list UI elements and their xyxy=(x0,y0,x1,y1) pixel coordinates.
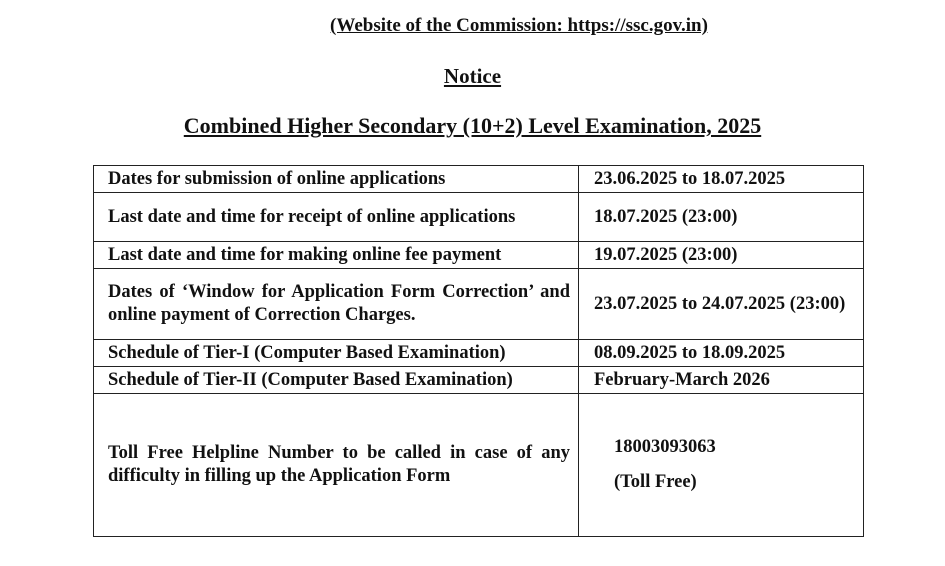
notice-heading: Notice xyxy=(443,64,502,88)
row-label: Last date and time for receipt of online applications xyxy=(94,193,579,242)
row-value: 23.07.2025 to 24.07.2025 (23:00) xyxy=(579,269,864,340)
row-label: Schedule of Tier-I (Computer Based Examination) xyxy=(94,340,579,367)
row-value: February-March 2026 xyxy=(579,367,864,394)
row-label: Schedule of Tier-II (Computer Based Examination) xyxy=(94,367,579,394)
helpline-label-text: Toll Free Helpline Number to be called in case of any difficulty in filling up the Application Form xyxy=(108,443,570,486)
helpline-row xyxy=(94,394,864,537)
row-label: Dates of ‘Window for Application Form Correction’ and online payment of Correction Charges. xyxy=(94,269,579,340)
row-label: Last date and time for making online fee payment xyxy=(94,242,579,269)
table-row xyxy=(94,367,864,394)
exam-title: Combined Higher Secondary (10+2) Level Examination, 2025 xyxy=(183,113,762,138)
helpline-label xyxy=(94,394,579,537)
table-row xyxy=(94,340,864,367)
table-row xyxy=(94,269,864,340)
helpline-number: 18003093063 xyxy=(614,437,716,457)
row-value: 08.09.2025 to 18.09.2025 xyxy=(579,340,864,367)
helpline-note: (Toll Free) xyxy=(614,472,697,492)
row-value: 19.07.2025 (23:00) xyxy=(579,242,864,269)
commission-website: (Website of the Commission: https://ssc.gov.in) xyxy=(330,15,708,36)
row-label: Dates for submission of online applications xyxy=(94,166,579,193)
row-value: 23.06.2025 to 18.07.2025 xyxy=(579,166,864,193)
helpline-value xyxy=(579,394,864,537)
table-row xyxy=(94,242,864,269)
table-row xyxy=(94,193,864,242)
row-value: 18.07.2025 (23:00) xyxy=(579,193,864,242)
table-row xyxy=(94,166,864,193)
schedule-table xyxy=(93,165,864,537)
